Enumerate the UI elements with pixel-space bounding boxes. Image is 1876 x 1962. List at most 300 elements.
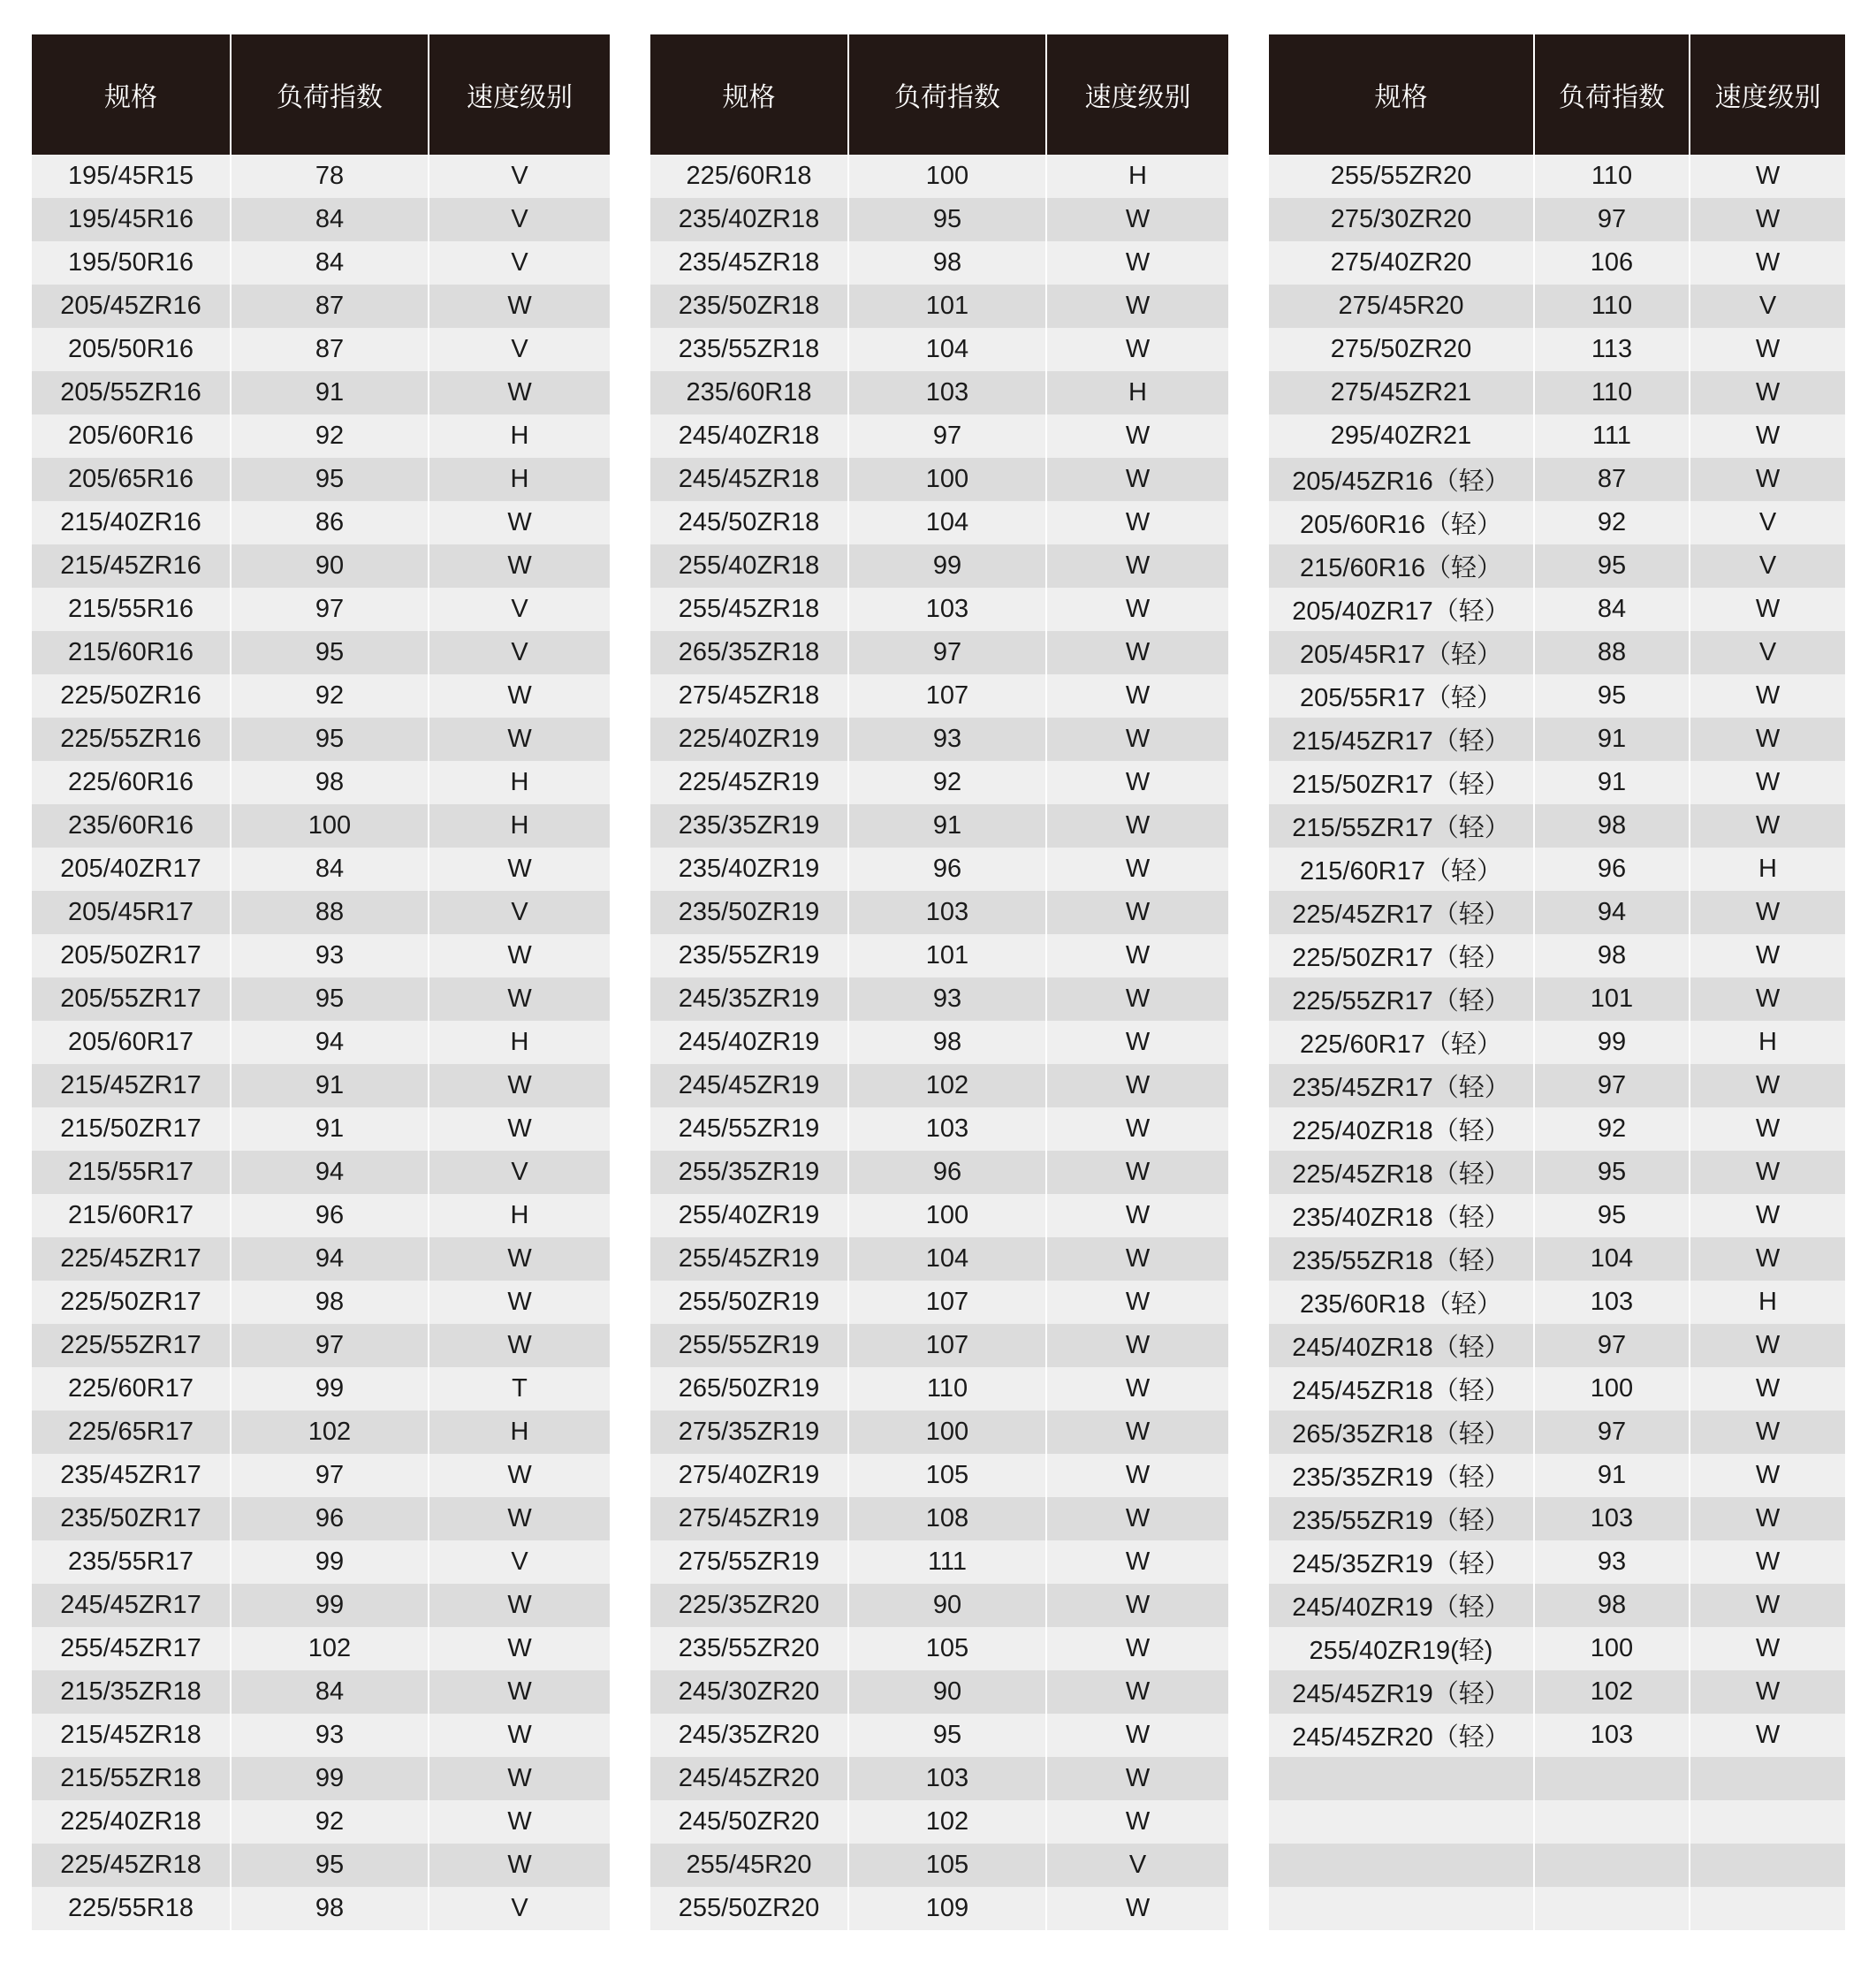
cell-spec: 255/50ZR20: [650, 1887, 848, 1930]
table-row: [1269, 848, 1845, 891]
cell-speed-rating: W: [1046, 588, 1228, 631]
table-row: [32, 1411, 610, 1454]
table-row: [650, 674, 1228, 718]
cell-spec: 225/45ZR17（轻）: [1269, 891, 1534, 934]
cell-spec: 245/45ZR20: [650, 1757, 848, 1800]
cell-spec: 235/45ZR17: [32, 1454, 231, 1497]
cell-spec: 215/45ZR18: [32, 1714, 231, 1757]
cell-speed-rating: [1690, 1844, 1845, 1887]
cell-load-index: 92: [848, 761, 1046, 804]
cell-load-index: 108: [848, 1497, 1046, 1540]
cell-load-index: 94: [231, 1021, 429, 1064]
table-row: [32, 977, 610, 1021]
table-row: [650, 241, 1228, 285]
cell-spec: 245/45ZR18（轻）: [1269, 1367, 1534, 1411]
cell-load-index: 110: [1534, 155, 1690, 198]
cell-load-index: 107: [848, 1281, 1046, 1324]
cell-load-index: 93: [231, 934, 429, 977]
cell-spec: 205/55ZR17: [32, 977, 231, 1021]
table-row: [1269, 414, 1845, 458]
table-row: [32, 544, 610, 588]
cell-speed-rating: W: [1690, 1324, 1845, 1367]
table-row: [1269, 1194, 1845, 1237]
cell-load-index: 87: [231, 285, 429, 328]
cell-load-index: 106: [1534, 241, 1690, 285]
cell-speed-rating: H: [1046, 155, 1228, 198]
cell-speed-rating: W: [1046, 631, 1228, 674]
cell-load-index: 99: [231, 1584, 429, 1627]
cell-load-index: 84: [231, 198, 429, 241]
table-row: [1269, 588, 1845, 631]
cell-load-index: 95: [848, 1714, 1046, 1757]
cell-load-index: 99: [848, 544, 1046, 588]
cell-speed-rating: V: [1690, 544, 1845, 588]
cell-spec: 205/50R16: [32, 328, 231, 371]
cell-load-index: 78: [231, 155, 429, 198]
cell-load-index: 102: [848, 1064, 1046, 1107]
cell-speed-rating: W: [1046, 458, 1228, 501]
table-row: [1269, 718, 1845, 761]
cell-load-index: 98: [1534, 934, 1690, 977]
cell-spec: 225/45ZR18: [32, 1844, 231, 1887]
cell-spec: 245/50ZR20: [650, 1800, 848, 1844]
table-row: [32, 1800, 610, 1844]
table-row: [32, 1497, 610, 1540]
cell-load-index: 84: [231, 848, 429, 891]
cell-load-index: 98: [231, 761, 429, 804]
cell-load-index: 107: [848, 1324, 1046, 1367]
table-row: [1269, 1411, 1845, 1454]
table-row: [1269, 804, 1845, 848]
cell-speed-rating: W: [1046, 1021, 1228, 1064]
cell-spec: 235/50ZR18: [650, 285, 848, 328]
cell-speed-rating: H: [429, 1194, 610, 1237]
cell-spec: 265/50ZR19: [650, 1367, 848, 1411]
cell-load-index: 103: [1534, 1281, 1690, 1324]
cell-speed-rating: W: [1046, 1454, 1228, 1497]
table-row: [32, 1844, 610, 1887]
cell-speed-rating: V: [429, 328, 610, 371]
cell-load-index: 84: [231, 241, 429, 285]
table-row: [1269, 501, 1845, 544]
cell-load-index: 90: [848, 1670, 1046, 1714]
cell-speed-rating: W: [429, 1107, 610, 1151]
table-row: [650, 631, 1228, 674]
cell-load-index: 97: [1534, 198, 1690, 241]
cell-load-index: 103: [1534, 1497, 1690, 1540]
cell-load-index: 111: [848, 1540, 1046, 1584]
table-row: [32, 1540, 610, 1584]
table-row: [1269, 1887, 1845, 1930]
cell-load-index: 105: [848, 1454, 1046, 1497]
cell-load-index: 104: [848, 1237, 1046, 1281]
cell-speed-rating: H: [1690, 1281, 1845, 1324]
table-row: [1269, 371, 1845, 414]
cell-spec: 215/60R16（轻）: [1269, 544, 1534, 588]
cell-speed-rating: W: [1046, 1757, 1228, 1800]
cell-speed-rating: W: [1690, 155, 1845, 198]
cell-load-index: 92: [231, 674, 429, 718]
cell-load-index: 91: [231, 371, 429, 414]
cell-spec: 245/45ZR19: [650, 1064, 848, 1107]
table-row: [1269, 1584, 1845, 1627]
cell-load-index: 113: [1534, 328, 1690, 371]
cell-speed-rating: W: [1690, 1540, 1845, 1584]
table-row: [650, 1454, 1228, 1497]
cell-speed-rating: W: [1690, 1714, 1845, 1757]
cell-spec: 275/45R20: [1269, 285, 1534, 328]
cell-load-index: 84: [231, 1670, 429, 1714]
cell-load-index: 100: [1534, 1627, 1690, 1670]
table-row: [650, 761, 1228, 804]
cell-spec: 205/65R16: [32, 458, 231, 501]
cell-load-index: 105: [848, 1844, 1046, 1887]
cell-speed-rating: W: [429, 1064, 610, 1107]
cell-load-index: 92: [231, 414, 429, 458]
table-row: [650, 1151, 1228, 1194]
cell-spec: 225/60R17（轻）: [1269, 1021, 1534, 1064]
cell-speed-rating: W: [1046, 1107, 1228, 1151]
cell-spec: 215/55ZR17（轻）: [1269, 804, 1534, 848]
cell-load-index: 91: [231, 1107, 429, 1151]
cell-spec: 225/50ZR17（轻）: [1269, 934, 1534, 977]
cell-spec: 255/55ZR19: [650, 1324, 848, 1367]
cell-speed-rating: W: [1690, 1151, 1845, 1194]
cell-spec: 215/55R17: [32, 1151, 231, 1194]
cell-spec: 235/55ZR18（轻）: [1269, 1237, 1534, 1281]
cell-speed-rating: W: [1046, 1584, 1228, 1627]
cell-load-index: 91: [231, 1064, 429, 1107]
cell-spec: 225/55ZR17: [32, 1324, 231, 1367]
cell-load-index: 93: [1534, 1540, 1690, 1584]
table-row: [1269, 1151, 1845, 1194]
cell-load-index: 91: [848, 804, 1046, 848]
cell-spec: 235/35ZR19（轻）: [1269, 1454, 1534, 1497]
cell-spec: 235/40ZR18: [650, 198, 848, 241]
cell-load-index: 87: [1534, 458, 1690, 501]
cell-speed-rating: W: [429, 1844, 610, 1887]
cell-spec: 205/60R16（轻）: [1269, 501, 1534, 544]
cell-spec: 255/55ZR20: [1269, 155, 1534, 198]
table-row: [1269, 1367, 1845, 1411]
cell-spec: 215/50ZR17（轻）: [1269, 761, 1534, 804]
cell-speed-rating: [1690, 1800, 1845, 1844]
cell-spec: 225/45ZR18（轻）: [1269, 1151, 1534, 1194]
tire-spec-table-1: [32, 34, 610, 1930]
cell-load-index: 97: [231, 588, 429, 631]
cell-load-index: 98: [1534, 1584, 1690, 1627]
table-row: [650, 1584, 1228, 1627]
cell-load-index: 99: [231, 1367, 429, 1411]
cell-spec: 235/55ZR18: [650, 328, 848, 371]
cell-load-index: 110: [1534, 285, 1690, 328]
cell-spec: 255/50ZR19: [650, 1281, 848, 1324]
cell-speed-rating: W: [429, 934, 610, 977]
cell-speed-rating: W: [1690, 1367, 1845, 1411]
cell-spec: 245/55ZR19: [650, 1107, 848, 1151]
table-row: [650, 544, 1228, 588]
cell-spec: 235/45ZR18: [650, 241, 848, 285]
table-row: [1269, 1714, 1845, 1757]
cell-load-index: 98: [848, 1021, 1046, 1064]
cell-speed-rating: W: [429, 718, 610, 761]
cell-spec: 235/55ZR19（轻）: [1269, 1497, 1534, 1540]
cell-spec: 225/55ZR17（轻）: [1269, 977, 1534, 1021]
table-row: [650, 848, 1228, 891]
header-load-index: 负荷指数: [848, 34, 1046, 155]
cell-load-index: 96: [1534, 848, 1690, 891]
cell-load-index: 95: [1534, 1194, 1690, 1237]
table-row: [650, 1497, 1228, 1540]
cell-spec: 255/45ZR18: [650, 588, 848, 631]
cell-load-index: 97: [1534, 1411, 1690, 1454]
cell-speed-rating: W: [1046, 1714, 1228, 1757]
cell-speed-rating: W: [429, 501, 610, 544]
table-row: [32, 1757, 610, 1800]
cell-load-index: 90: [231, 544, 429, 588]
cell-spec: 295/40ZR21: [1269, 414, 1534, 458]
cell-speed-rating: V: [1690, 501, 1845, 544]
cell-speed-rating: W: [1690, 1107, 1845, 1151]
cell-spec: 245/45ZR18: [650, 458, 848, 501]
cell-spec: 195/45R16: [32, 198, 231, 241]
cell-speed-rating: W: [429, 1757, 610, 1800]
cell-speed-rating: W: [1690, 1064, 1845, 1107]
table-row: [32, 371, 610, 414]
cell-speed-rating: W: [1046, 1887, 1228, 1930]
cell-speed-rating: W: [1690, 1454, 1845, 1497]
cell-speed-rating: W: [1690, 588, 1845, 631]
table-row: [1269, 285, 1845, 328]
cell-load-index: 84: [1534, 588, 1690, 631]
cell-speed-rating: V: [429, 241, 610, 285]
cell-load-index: 92: [1534, 501, 1690, 544]
cell-spec: 235/35ZR19: [650, 804, 848, 848]
table-row: [32, 804, 610, 848]
cell-load-index: 99: [231, 1540, 429, 1584]
cell-spec: 275/40ZR20: [1269, 241, 1534, 285]
cell-speed-rating: W: [429, 848, 610, 891]
cell-spec: 275/30ZR20: [1269, 198, 1534, 241]
cell-spec: 245/40ZR19: [650, 1021, 848, 1064]
tire-spec-table-2: [650, 34, 1228, 1930]
table-row: [1269, 891, 1845, 934]
table-row: [32, 631, 610, 674]
cell-speed-rating: W: [429, 1237, 610, 1281]
cell-load-index: 100: [231, 804, 429, 848]
table-row: [650, 891, 1228, 934]
cell-speed-rating: W: [429, 371, 610, 414]
table-row: [650, 155, 1228, 198]
cell-load-index: [1534, 1757, 1690, 1800]
cell-speed-rating: W: [1046, 1324, 1228, 1367]
cell-load-index: 111: [1534, 414, 1690, 458]
cell-spec: 235/50ZR19: [650, 891, 848, 934]
cell-load-index: 103: [848, 588, 1046, 631]
cell-spec: 235/55ZR20: [650, 1627, 848, 1670]
cell-speed-rating: W: [1046, 1800, 1228, 1844]
cell-spec: 225/50ZR16: [32, 674, 231, 718]
cell-speed-rating: V: [429, 198, 610, 241]
table-row: [650, 977, 1228, 1021]
cell-speed-rating: H: [429, 414, 610, 458]
table-row: [32, 1151, 610, 1194]
cell-speed-rating: H: [429, 1411, 610, 1454]
cell-speed-rating: W: [1046, 977, 1228, 1021]
table-row: [32, 155, 610, 198]
cell-spec: 265/35ZR18（轻）: [1269, 1411, 1534, 1454]
cell-speed-rating: V: [429, 588, 610, 631]
table-row: [650, 328, 1228, 371]
cell-load-index: 97: [848, 414, 1046, 458]
cell-load-index: 94: [231, 1151, 429, 1194]
table-row: [1269, 198, 1845, 241]
cell-load-index: 88: [231, 891, 429, 934]
cell-load-index: 109: [848, 1887, 1046, 1930]
cell-load-index: 103: [1534, 1714, 1690, 1757]
cell-spec: 245/40ZR18（轻）: [1269, 1324, 1534, 1367]
cell-load-index: [1534, 1844, 1690, 1887]
header-spec: 规格: [32, 34, 231, 155]
cell-spec: 235/60R18: [650, 371, 848, 414]
cell-spec: 195/45R15: [32, 155, 231, 198]
cell-load-index: 88: [1534, 631, 1690, 674]
cell-spec: 235/55R17: [32, 1540, 231, 1584]
cell-load-index: 97: [231, 1324, 429, 1367]
table-row: [650, 198, 1228, 241]
cell-speed-rating: H: [1690, 1021, 1845, 1064]
cell-speed-rating: V: [1046, 1844, 1228, 1887]
header-speed-rating: 速度级别: [1046, 34, 1228, 155]
cell-load-index: 97: [1534, 1064, 1690, 1107]
cell-load-index: 101: [848, 934, 1046, 977]
table-row: [1269, 1281, 1845, 1324]
cell-speed-rating: W: [1690, 328, 1845, 371]
cell-spec: 215/60R17（轻）: [1269, 848, 1534, 891]
cell-load-index: 95: [231, 1844, 429, 1887]
cell-spec: 205/60R16: [32, 414, 231, 458]
cell-load-index: 100: [848, 1194, 1046, 1237]
cell-load-index: 101: [1534, 977, 1690, 1021]
cell-spec: 225/45ZR17: [32, 1237, 231, 1281]
cell-load-index: 100: [848, 1411, 1046, 1454]
cell-spec: 235/40ZR19: [650, 848, 848, 891]
cell-speed-rating: W: [1690, 1194, 1845, 1237]
table-row: [650, 1107, 1228, 1151]
table-row: [650, 588, 1228, 631]
cell-load-index: 93: [848, 977, 1046, 1021]
table-row: [1269, 674, 1845, 718]
cell-speed-rating: V: [1690, 285, 1845, 328]
cell-spec: 245/45ZR17: [32, 1584, 231, 1627]
table-row: [32, 761, 610, 804]
cell-spec: 225/35ZR20: [650, 1584, 848, 1627]
cell-speed-rating: W: [429, 1800, 610, 1844]
cell-speed-rating: H: [1046, 371, 1228, 414]
cell-speed-rating: W: [1046, 1194, 1228, 1237]
cell-load-index: 95: [231, 631, 429, 674]
cell-speed-rating: W: [1690, 1411, 1845, 1454]
table-row: [32, 1021, 610, 1064]
table-row: [650, 934, 1228, 977]
cell-speed-rating: W: [429, 1670, 610, 1714]
table-row: [650, 718, 1228, 761]
cell-load-index: 103: [848, 1757, 1046, 1800]
cell-load-index: 98: [1534, 804, 1690, 848]
cell-load-index: 98: [231, 1281, 429, 1324]
table-row: [32, 241, 610, 285]
table-row: [1269, 1670, 1845, 1714]
table-row: [32, 458, 610, 501]
cell-spec: 235/40ZR18（轻）: [1269, 1194, 1534, 1237]
cell-spec: 255/45R20: [650, 1844, 848, 1887]
cell-speed-rating: W: [1690, 674, 1845, 718]
cell-spec: 195/50R16: [32, 241, 231, 285]
table-row: [650, 1714, 1228, 1757]
table-row: [32, 1627, 610, 1670]
cell-speed-rating: W: [1690, 241, 1845, 285]
table-row: [32, 1714, 610, 1757]
table-row: [1269, 155, 1845, 198]
table-row: [650, 371, 1228, 414]
table-row: [650, 1064, 1228, 1107]
cell-speed-rating: W: [1046, 934, 1228, 977]
cell-load-index: 100: [848, 155, 1046, 198]
cell-spec: 215/60R16: [32, 631, 231, 674]
cell-speed-rating: W: [1046, 804, 1228, 848]
cell-spec: 215/45ZR17（轻）: [1269, 718, 1534, 761]
table-row: [32, 1584, 610, 1627]
table-row: [1269, 1540, 1845, 1584]
cell-speed-rating: W: [1690, 198, 1845, 241]
header-speed-rating: 速度级别: [429, 34, 610, 155]
table-row: [650, 1237, 1228, 1281]
cell-speed-rating: V: [429, 155, 610, 198]
cell-speed-rating: V: [429, 891, 610, 934]
cell-speed-rating: H: [429, 761, 610, 804]
cell-spec: 215/60R17: [32, 1194, 231, 1237]
cell-spec: 225/60R17: [32, 1367, 231, 1411]
cell-spec: 215/45ZR16: [32, 544, 231, 588]
cell-load-index: 95: [231, 977, 429, 1021]
cell-speed-rating: W: [429, 1497, 610, 1540]
cell-speed-rating: W: [1690, 458, 1845, 501]
table-row: [32, 1237, 610, 1281]
cell-spec: 225/40ZR19: [650, 718, 848, 761]
cell-speed-rating: W: [1690, 1584, 1845, 1627]
cell-spec: 215/35ZR18: [32, 1670, 231, 1714]
cell-spec: 205/45ZR16: [32, 285, 231, 328]
cell-load-index: 103: [848, 891, 1046, 934]
cell-spec: 245/35ZR20: [650, 1714, 848, 1757]
cell-spec: 225/40ZR18（轻）: [1269, 1107, 1534, 1151]
cell-speed-rating: W: [429, 1714, 610, 1757]
cell-spec: 235/50ZR17: [32, 1497, 231, 1540]
cell-spec: 275/45ZR21: [1269, 371, 1534, 414]
cell-spec: 245/35ZR19（轻）: [1269, 1540, 1534, 1584]
cell-speed-rating: H: [429, 804, 610, 848]
cell-spec: 225/60R16: [32, 761, 231, 804]
cell-spec: 215/45ZR17: [32, 1064, 231, 1107]
table-row: [650, 1324, 1228, 1367]
table-row: [650, 1281, 1228, 1324]
table-row: [32, 1064, 610, 1107]
cell-speed-rating: W: [1046, 198, 1228, 241]
cell-speed-rating: W: [1046, 1151, 1228, 1194]
table-row: [1269, 1324, 1845, 1367]
cell-speed-rating: V: [429, 1887, 610, 1930]
header-spec: 规格: [650, 34, 848, 155]
